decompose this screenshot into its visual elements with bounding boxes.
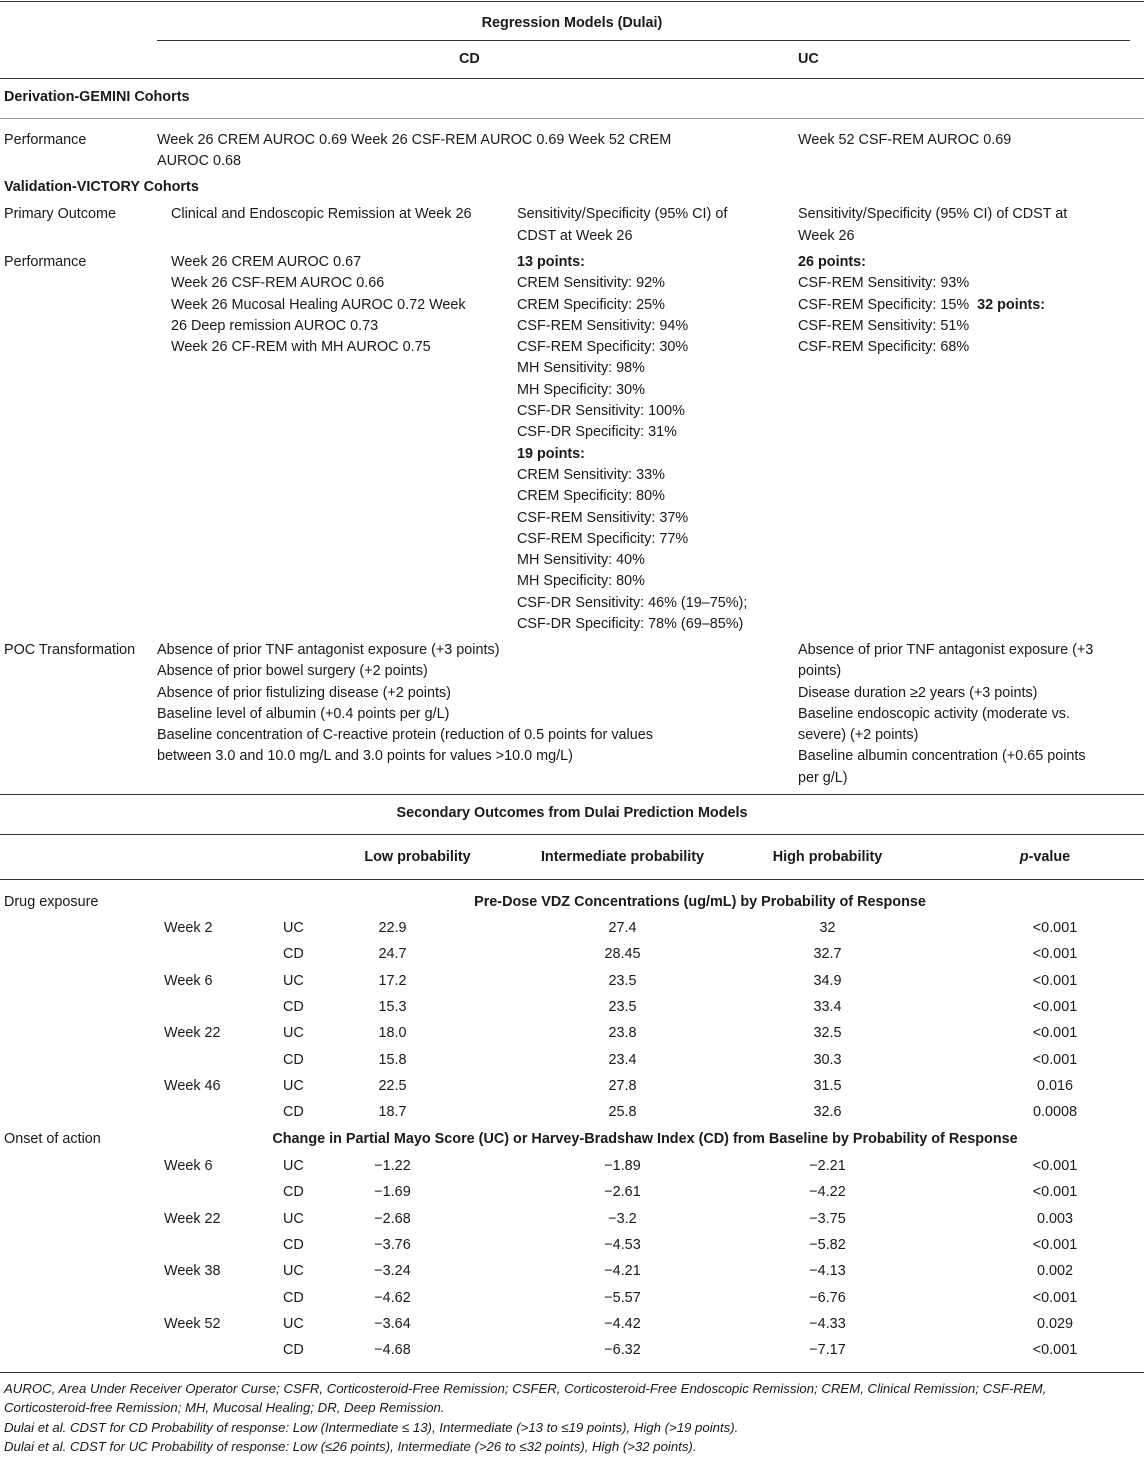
list-item: CSF-DR Specificity: 78% (69–85%) [517, 616, 744, 633]
high-prob-cell: 32.7 [813, 946, 842, 963]
group-cell: UC [283, 1025, 304, 1042]
high-prob-cell: 32.5 [813, 1025, 842, 1042]
header-bottom-rule [0, 78, 1144, 79]
week-cell: Week 46 [164, 1077, 221, 1094]
pvalue-cell: <0.001 [1032, 1342, 1078, 1359]
uc-26-heading: 26 points: [798, 254, 866, 270]
row-label-onset: Onset of action [4, 1131, 101, 1147]
col-header-intermediate: Intermediate probability [540, 849, 705, 865]
low-prob-cell: −4.62 [374, 1289, 411, 1306]
list-item: MH Sensitivity: 98% [517, 360, 645, 377]
high-prob-cell: −4.22 [809, 1184, 846, 1201]
list-item: CSF-REM Sensitivity: 93% [798, 275, 970, 292]
group-cell: CD [283, 998, 304, 1015]
list-item: CREM Sensitivity: 92% [517, 275, 665, 292]
intermediate-prob-cell: 23.5 [608, 972, 637, 989]
intermediate-prob-cell: −5.57 [604, 1289, 641, 1306]
pvalue-cell: <0.001 [1032, 1184, 1078, 1201]
intermediate-prob-cell: −4.21 [604, 1263, 641, 1280]
derivation-uc-text: Week 52 CSF-REM AUROC 0.69 [798, 132, 1012, 148]
footnote-abbrev-1: AUROC, Area Under Receiver Operator Curse; CSFR, Corticosteroid-Free Remission; CSFER, Corticosteroid-Free Endoscopic Remission; CREM, Clinical Remission; CSF-REM, [4, 1381, 1047, 1396]
list-item: CSF-REM Sensitivity: 51% [798, 317, 970, 334]
group-cell: UC [283, 1315, 304, 1332]
low-prob-cell: 18.7 [378, 1104, 407, 1121]
poc-cd-list [157, 640, 653, 768]
week-cell: Week 22 [164, 1025, 221, 1042]
group-cell: CD [283, 1289, 304, 1306]
group-cell: UC [283, 1158, 304, 1174]
pvalue-cell: 0.002 [1036, 1263, 1073, 1280]
low-prob-cell: −1.69 [374, 1184, 411, 1201]
intermediate-prob-cell: 23.5 [608, 998, 637, 1015]
high-prob-cell: −4.13 [809, 1263, 846, 1280]
list-item: Disease duration ≥2 years (+3 points) [798, 684, 1038, 701]
group-cell: UC [283, 1210, 304, 1227]
high-prob-cell: 31.5 [813, 1077, 842, 1094]
group-cell: UC [283, 1263, 304, 1280]
high-prob-cell: −2.21 [809, 1158, 846, 1174]
cd-19-heading: 19 points: [517, 445, 585, 462]
pvalue-cell: 0.003 [1036, 1210, 1073, 1227]
low-prob-cell: 15.8 [378, 1051, 407, 1068]
list-item: severe) (+2 points) [798, 727, 919, 744]
list-item: Week 26 Mucosal Healing AUROC 0.72 Week [171, 296, 466, 313]
pvalue-cell: <0.001 [1032, 946, 1078, 963]
list-item: MH Specificity: 80% [517, 573, 645, 590]
week-cell [164, 941, 244, 967]
list-item: Absence of prior fistulizing disease (+2 points) [157, 684, 451, 701]
secondary-header-rule [0, 879, 1144, 880]
list-item: CSF-REM Sensitivity: 94% [517, 317, 689, 334]
col-header-uc: UC [798, 51, 819, 67]
col-header-high: High probability [772, 849, 883, 865]
list-item: CREM Specificity: 25% [517, 296, 665, 313]
col-header-low: Low probability [364, 849, 471, 865]
pvalue-cell: <0.001 [1032, 1289, 1078, 1306]
table-title: Regression Models (Dulai) [481, 15, 663, 31]
list-item: MH Sensitivity: 40% [517, 552, 645, 569]
secondary-title: Secondary Outcomes from Dulai Prediction Models [396, 805, 748, 821]
list-item: Baseline endoscopic activity (moderate vs. [798, 705, 1070, 722]
intermediate-prob-cell: −1.89 [604, 1158, 641, 1174]
pvalue-cell: <0.001 [1032, 920, 1078, 936]
row-label-primary-outcome: Primary Outcome [4, 206, 116, 222]
row-label-drug-exposure: Drug exposure [4, 894, 99, 910]
cd-points-list [517, 252, 747, 635]
low-prob-cell: 22.5 [378, 1077, 407, 1094]
high-prob-cell: 32 [819, 920, 836, 936]
list-item: Baseline level of albumin (+0.4 points per g/L) [157, 705, 450, 722]
high-prob-cell: −6.76 [809, 1289, 846, 1306]
week-cell [164, 1232, 244, 1258]
performance-auroc-list [171, 252, 466, 358]
pvalue-cell: <0.001 [1032, 1051, 1078, 1068]
list-item: CSF-REM Specificity: 77% [517, 530, 689, 547]
intermediate-prob-cell: −2.61 [604, 1184, 641, 1201]
primary-uc-text: Sensitivity/Specificity (95% CI) of CDST at [798, 206, 1068, 222]
list-item: CSF-REM Specificity: 68% [798, 339, 970, 356]
low-prob-cell: 24.7 [378, 946, 407, 963]
week-cell [164, 1337, 244, 1363]
footnote-abbrev-2: Corticosteroid-free Remission; MH, Mucosal Healing; DR, Deep Remission. [4, 1400, 445, 1415]
high-prob-cell: −7.17 [809, 1342, 846, 1359]
group-cell: CD [283, 1236, 304, 1253]
week-cell: Week 6 [164, 1158, 213, 1174]
list-item: Absence of prior TNF antagonist exposure (+3 points) [157, 642, 500, 658]
high-prob-cell: 30.3 [813, 1051, 842, 1068]
list-item: Absence of prior bowel surgery (+2 points) [157, 663, 428, 680]
list-item: Baseline albumin concentration (+0.65 points [798, 748, 1086, 765]
table-bottom-rule [0, 1372, 1144, 1373]
cd-13-heading: 13 points: [517, 254, 585, 270]
col-header-pvalue: p-value [1019, 849, 1071, 865]
list-item: CSF-REM Sensitivity: 37% [517, 509, 689, 526]
pvalue-cell: <0.001 [1032, 998, 1078, 1015]
pvalue-cell: 0.0008 [1032, 1104, 1077, 1121]
intermediate-prob-cell: 27.8 [608, 1077, 637, 1094]
high-prob-cell: 32.6 [813, 1104, 842, 1121]
list-item: 26 Deep remission AUROC 0.73 [171, 317, 379, 334]
group-cell: UC [283, 920, 304, 936]
list-item [798, 295, 1045, 316]
list-item: CSF-REM Specificity: 30% [517, 339, 689, 356]
list-item: Absence of prior TNF antagonist exposure (+3 [798, 642, 1094, 658]
low-prob-cell: −4.68 [374, 1342, 411, 1359]
intermediate-prob-cell: −3.2 [608, 1210, 637, 1227]
week-cell [164, 1179, 244, 1205]
group-cell: UC [283, 1077, 304, 1094]
low-prob-cell: 18.0 [378, 1025, 407, 1042]
week-cell [164, 1285, 244, 1311]
top-rule [0, 1, 1144, 2]
group-cell: CD [283, 1184, 304, 1201]
week-cell: Week 2 [164, 920, 213, 936]
list-item: Week 26 CF-REM with MH AUROC 0.75 [171, 339, 431, 356]
derivation-cd-text-2: AUROC 0.68 [157, 153, 241, 169]
uc-points-list [798, 252, 1045, 358]
col-header-cd: CD [459, 51, 480, 67]
intermediate-prob-cell: 23.8 [608, 1025, 637, 1042]
list-item: Week 26 CSF-REM AUROC 0.66 [171, 275, 385, 292]
week-cell: Week 52 [164, 1315, 221, 1332]
low-prob-cell: −2.68 [374, 1210, 411, 1227]
poc-uc-list [798, 640, 1093, 789]
header-rule [157, 40, 1130, 41]
high-prob-cell: 33.4 [813, 998, 842, 1015]
list-item: CSF-DR Sensitivity: 46% (19–75%); [517, 594, 748, 611]
high-prob-cell: 34.9 [813, 972, 842, 989]
section-derivation: Derivation-GEMINI Cohorts [4, 89, 190, 105]
list-item: points) [798, 663, 842, 680]
row-label-performance: Performance [4, 132, 87, 148]
pvalue-cell: <0.001 [1032, 1236, 1078, 1253]
secondary-top-rule [0, 794, 1144, 795]
footnote-cd-cdst: Dulai et al. CDST for CD Probability of response: Low (Intermediate ≤ 13), Intermediate (>13 to ≤19 points), High (>19 points). [4, 1420, 739, 1435]
group-cell: UC [283, 972, 304, 989]
week-cell [164, 994, 244, 1020]
primary-mid-text: Sensitivity/Specificity (95% CI) of [517, 206, 728, 222]
week-cell: Week 38 [164, 1263, 221, 1280]
list-item: Baseline concentration of C-reactive protein (reduction of 0.5 points for values [157, 727, 653, 744]
group-cell: CD [283, 1342, 304, 1359]
low-prob-cell: 22.9 [378, 920, 407, 936]
footnote-uc-cdst: Dulai et al. CDST for UC Probability of response: Low (≤26 points), Intermediate (>26 to ≤32 points), High (>32 points). [4, 1439, 697, 1454]
row-label-poc: POC Transformation [4, 642, 136, 658]
list-item: CREM Sensitivity: 33% [517, 466, 665, 483]
list-item: between 3.0 and 10.0 mg/L and 3.0 points for values >10.0 mg/L) [157, 748, 573, 765]
derivation-cd-text: Week 26 CREM AUROC 0.69 Week 26 CSF-REM AUROC 0.69 Week 52 CREM [157, 132, 672, 148]
section-rule [0, 118, 1144, 119]
low-prob-cell: 15.3 [378, 998, 407, 1015]
pvalue-cell: 0.016 [1036, 1077, 1073, 1094]
low-prob-cell: −3.76 [374, 1236, 411, 1253]
section-validation: Validation-VICTORY Cohorts [4, 179, 199, 195]
list-item: Week 26 CREM AUROC 0.67 [171, 254, 362, 270]
high-prob-cell: −4.33 [809, 1315, 846, 1332]
week-cell [164, 1047, 244, 1073]
drug-exposure-title: Pre-Dose VDZ Concentrations (ug/mL) by Probability of Response [474, 894, 926, 910]
list-item: MH Specificity: 30% [517, 381, 645, 398]
intermediate-prob-cell: 23.4 [608, 1051, 637, 1068]
intermediate-prob-cell: 28.45 [604, 946, 641, 963]
group-cell: CD [283, 946, 304, 963]
row-label-performance-validation: Performance [4, 254, 87, 270]
secondary-title-rule [0, 834, 1144, 835]
week-cell: Week 6 [164, 972, 213, 989]
low-prob-cell: −1.22 [374, 1158, 411, 1174]
low-prob-cell: 17.2 [378, 972, 407, 989]
group-cell: CD [283, 1051, 304, 1068]
intermediate-prob-cell: −4.53 [604, 1236, 641, 1253]
pvalue-cell: <0.001 [1032, 1025, 1078, 1042]
intermediate-prob-cell: 27.4 [608, 920, 637, 936]
intermediate-prob-cell: −6.32 [604, 1342, 641, 1359]
group-cell: CD [283, 1104, 304, 1121]
list-item: CSF-DR Sensitivity: 100% [517, 403, 685, 420]
pvalue-cell: <0.001 [1032, 1158, 1078, 1174]
week-cell: Week 22 [164, 1210, 221, 1227]
onset-title: Change in Partial Mayo Score (UC) or Harvey-Bradshaw Index (CD) from Baseline by Probability of Response [272, 1131, 1018, 1147]
primary-uc-text-2: Week 26 [798, 228, 855, 244]
intermediate-prob-cell: −4.42 [604, 1315, 641, 1332]
uc-26-specificity: CSF-REM Specificity: 15% [798, 296, 970, 313]
low-prob-cell: −3.64 [374, 1315, 411, 1332]
list-item: CREM Specificity: 80% [517, 488, 665, 505]
list-item: CSF-DR Specificity: 31% [517, 424, 677, 441]
low-prob-cell: −3.24 [374, 1263, 411, 1280]
high-prob-cell: −3.75 [809, 1210, 846, 1227]
week-cell [164, 1099, 244, 1125]
list-item: per g/L) [798, 769, 848, 786]
uc-32-heading: 32 points: [977, 296, 1046, 313]
primary-cd-text: Clinical and Endoscopic Remission at Week 26 [171, 206, 472, 222]
primary-mid-text-2: CDST at Week 26 [517, 228, 633, 244]
intermediate-prob-cell: 25.8 [608, 1104, 637, 1121]
high-prob-cell: −5.82 [809, 1236, 846, 1253]
pvalue-cell: <0.001 [1032, 972, 1078, 989]
pvalue-cell: 0.029 [1036, 1315, 1073, 1332]
